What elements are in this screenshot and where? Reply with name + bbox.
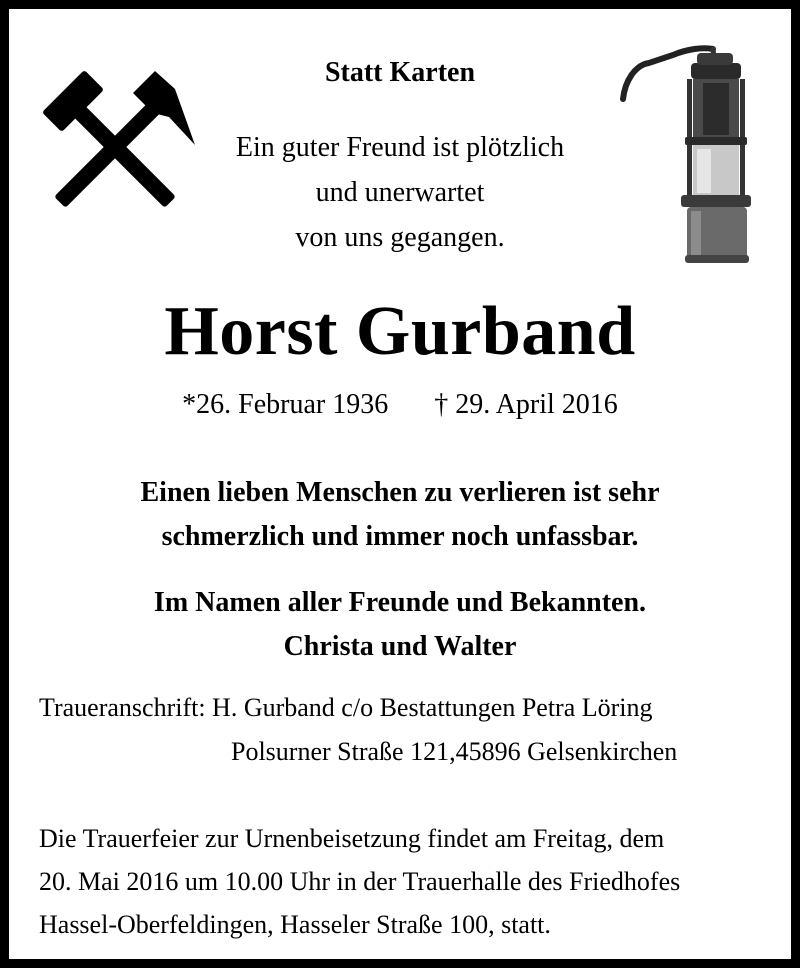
verse-line: von uns gegangen. xyxy=(295,222,505,253)
signature-line: Im Namen aller Freunde und Bekannten. xyxy=(153,587,647,618)
verse-line: Ein guter Freund ist plötzlich xyxy=(235,132,565,163)
ceremony-line: 20. Mai 2016 um 10.00 Uhr in der Trauerhalle des Friedhofes xyxy=(39,867,681,896)
ceremony-line: Die Trauerfeier zur Urnenbeisetzung findet am Freitag, dem xyxy=(39,824,665,853)
ceremony-notice xyxy=(39,817,779,946)
quote-line: schmerzlich und immer noch unfassbar. xyxy=(161,521,639,552)
quote-line: Einen lieben Menschen zu verlieren ist sehr xyxy=(140,477,660,508)
mourning-address-line-1: Traueranschrift: H. Gurband c/o Bestattungen Petra Löring xyxy=(39,693,653,722)
signature-block xyxy=(9,581,791,669)
signature-line: Christa und Walter xyxy=(283,631,517,662)
memorial-quote xyxy=(9,471,791,559)
verse xyxy=(9,125,791,260)
life-dates xyxy=(9,389,791,421)
birth-date: *26. Februar 1936 xyxy=(182,389,389,420)
statt-karten-label: Statt Karten xyxy=(324,57,476,88)
mourning-address-line-2: Polsurner Straße 121,45896 Gelsenkirchen xyxy=(231,737,678,766)
verse-line: und unerwartet xyxy=(315,177,485,208)
death-date: † 29. April 2016 xyxy=(434,389,618,420)
deceased-name: Horst Gurband xyxy=(164,293,636,370)
ceremony-line: Hassel-Oberfeldingen, Hasseler Straße 100, statt. xyxy=(39,910,551,939)
